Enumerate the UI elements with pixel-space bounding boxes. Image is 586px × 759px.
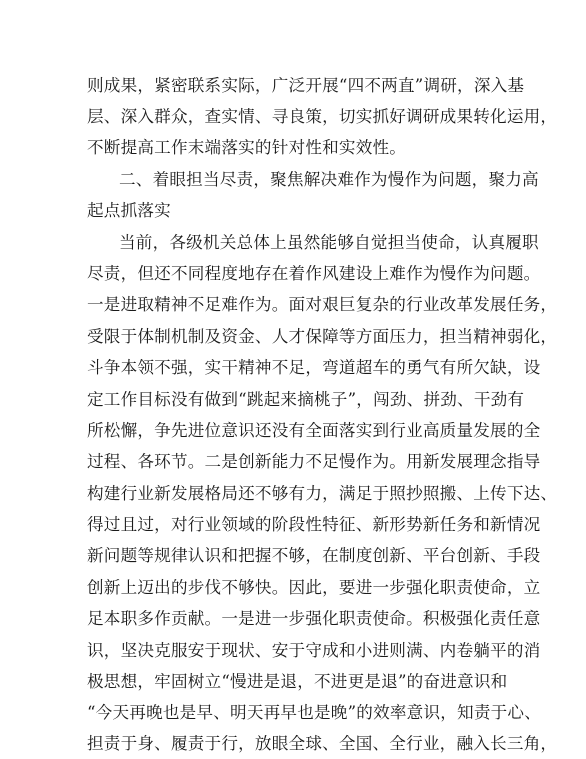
paragraph-line: 过程、各环节。二是创新能力不足慢作为。用新发展理念指导	[87, 452, 541, 471]
section-heading-line: 二、着眼担当尽责，聚焦解决难作为慢作为问题，聚力高	[119, 170, 539, 189]
paragraph-line: 极思想，牢固树立“慢进是退，不进更是退”的奋进意识和	[87, 672, 508, 691]
paragraph-line: 不断提高工作末端落实的针对性和实效性。	[87, 138, 407, 157]
paragraph-line: 担责于身、履责于行，放眼全球、全国、全行业，融入长三角，	[87, 734, 558, 753]
paragraph-line: 识，坚决克服安于现状、安于守成和小进则满、内卷躺平的消	[87, 641, 541, 660]
paragraph-line: 构建行业新发展格局还不够有力，满足于照抄照搬、上传下达、	[87, 484, 558, 503]
paragraph-line: 斗争本领不强，实干精神不足，弯道超车的勇气有所欠缺，设	[87, 358, 541, 377]
paragraph-line: 则成果，紧密联系实际，广泛开展“四不两直”调研，深入基	[87, 76, 525, 95]
section-heading-line: 起点抓落实	[87, 201, 171, 220]
paragraph-line: 足本职多作贡献。一是进一步强化职责使命。积极强化责任意	[87, 609, 541, 628]
paragraph-line: 所松懈，争先进位意识还没有全面落实到行业高质量发展的全	[87, 421, 541, 440]
paragraph-line: 受限于体制机制及资金、人才保障等方面压力，担当精神弱化，	[87, 327, 558, 346]
paragraph-line: 新问题等规律认识和把握不够，在制度创新、平台创新、手段	[87, 546, 541, 565]
paragraph-line: 一是进取精神不足难作为。面对艰巨复杂的行业改革发展任务，	[87, 295, 558, 314]
paragraph-line: 当前，各级机关总体上虽然能够自觉担当使命，认真履职	[119, 233, 539, 252]
paragraph-line: 创新上迈出的步伐不够快。因此，要进一步强化职责使命，立	[87, 578, 541, 597]
paragraph-line: “今天再晚也是早、明天再早也是晚”的效率意识，知责于心、	[87, 703, 542, 722]
paragraph-line: 得过且过，对行业领域的阶段性特征、新形势新任务和新情况	[87, 515, 541, 534]
paragraph-line: 层、深入群众，查实情、寻良策，切实抓好调研成果转化运用，	[87, 107, 558, 126]
paragraph-line: 定工作目标没有做到“跳起来摘桃子”，闯劲、拼劲、干劲有	[87, 390, 525, 409]
paragraph-line: 尽责，但还不同程度地存在着作风建设上难作为慢作为问题。	[87, 264, 541, 283]
